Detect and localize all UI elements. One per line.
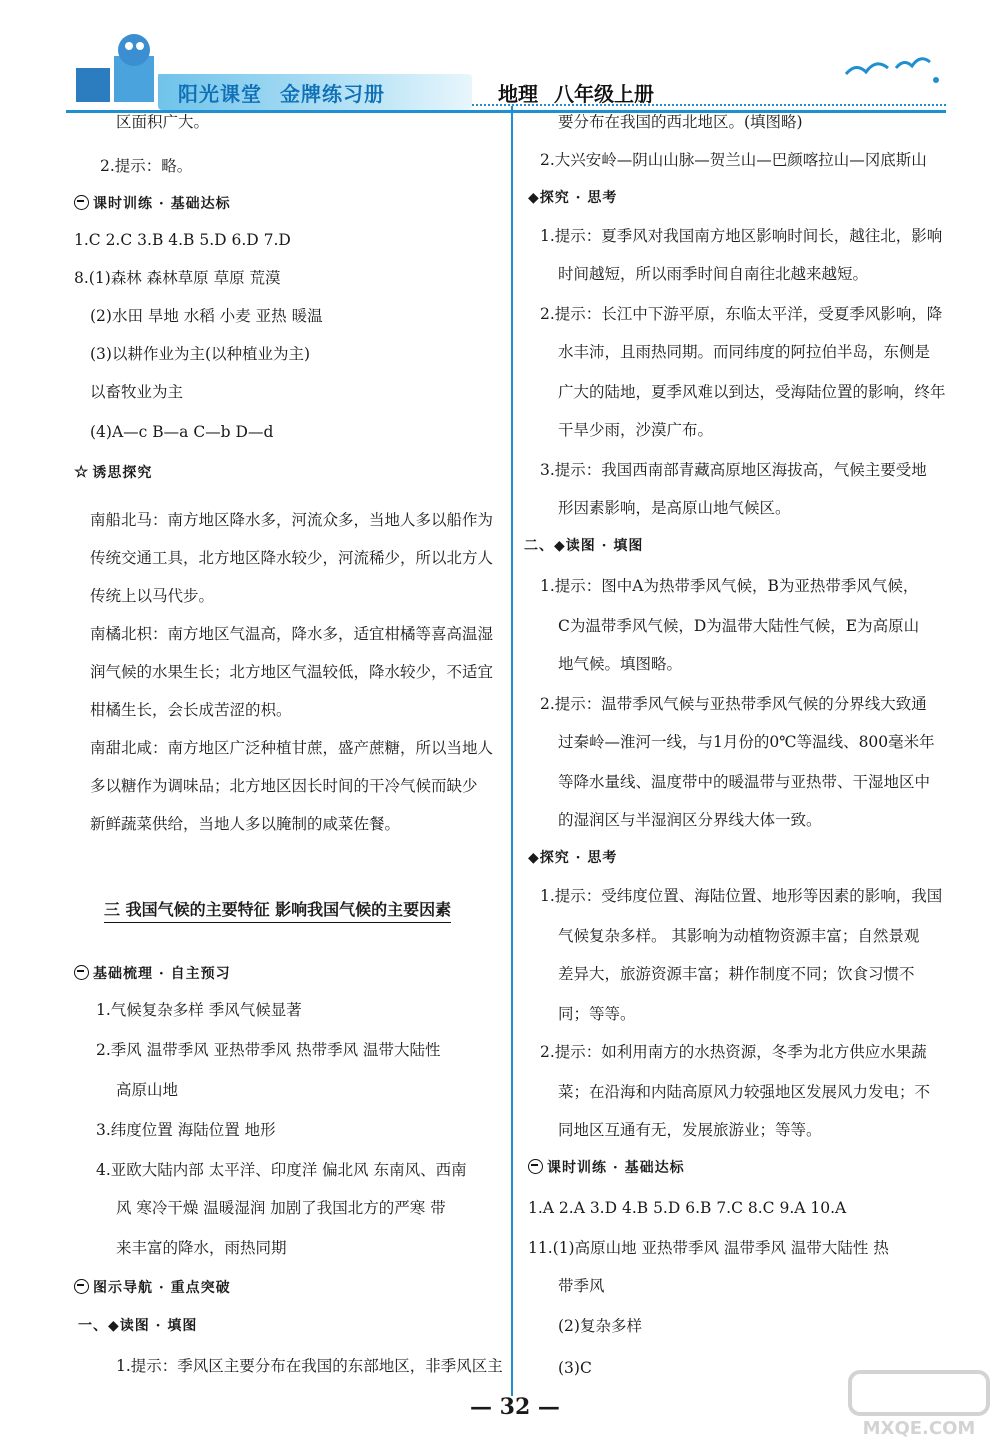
text-line: 过秦岭—淮河一线，与1月份的0℃等温线、800毫米年 xyxy=(558,733,935,751)
text-line: 2.提示：略。 xyxy=(100,157,193,175)
answer-line: 3.纬度位置 海陆位置 地形 xyxy=(96,1121,276,1139)
text-line: 柑橘生长，会长成苦涩的枳。 xyxy=(90,701,292,719)
header-dotted-rule xyxy=(472,104,946,106)
section-heading: ◆探究 · 思考 xyxy=(528,190,618,206)
text-line: 的湿润区与半湿润区分界线大体一致。 xyxy=(558,811,822,829)
answer-line: (3)以耕作业为主(以种植业为主) xyxy=(90,345,311,363)
section-icon xyxy=(74,965,89,980)
page-header xyxy=(66,22,946,104)
answer-line: 以畜牧业为主 xyxy=(90,383,184,401)
page-number: — 32 — xyxy=(470,1394,560,1420)
answer-line: 1.A 2.A 3.D 4.B 5.D 6.B 7.C 8.C 9.A 10.A xyxy=(528,1199,847,1217)
answer-line: 11.(1)高原山地 亚热带季风 温带季风 温带大陆性 热 xyxy=(528,1239,889,1257)
text-line: 区面积广大。 xyxy=(116,113,210,131)
text-line: 形因素影响，是高原山地气候区。 xyxy=(558,499,791,517)
text-line: 新鲜蔬菜供给，当地人多以腌制的咸菜佐餐。 xyxy=(90,815,401,833)
book-name: 金牌练习册 xyxy=(280,82,385,106)
answer-line: 来丰富的降水，雨热同期 xyxy=(116,1239,287,1257)
answer-line: 2.季风 温带季风 亚热带季风 热带季风 温带大陆性 xyxy=(96,1041,441,1059)
text-line: 要分布在我国的西北地区。(填图略) xyxy=(558,113,803,131)
answer-line: (2)水田 旱地 水稻 小麦 亚热 暖温 xyxy=(90,307,323,325)
answer-line: 8.(1)森林 森林草原 草原 荒漠 xyxy=(74,269,281,287)
text-line: 南甜北咸：南方地区广泛种植甘蔗，盛产蔗糖，所以当地人 xyxy=(90,739,494,757)
section-icon xyxy=(528,1159,543,1174)
text-line: 差异大，旅游资源丰富；耕作制度不同；饮食习惯不 xyxy=(558,965,915,983)
series-name: 阳光课堂 xyxy=(178,82,262,106)
section-label: 诱思探究 xyxy=(92,465,153,481)
text-line: 等降水量线、温度带中的暖温带与亚热带、干湿地区中 xyxy=(558,773,931,791)
text-line: 传统上以马代步。 xyxy=(90,587,215,605)
text-line: 传统交通工具，北方地区降水较少，河流稀少，所以北方人 xyxy=(90,549,494,567)
answer-line: (3)C xyxy=(558,1359,592,1377)
text-line: 同；等等。 xyxy=(558,1005,636,1023)
section-label: 基础梳理 · 自主预习 xyxy=(93,966,231,982)
subject-name: 地理 xyxy=(498,82,538,106)
answer-line: 2.大兴安岭—阴山山脉—贺兰山—巴颜喀拉山—冈底斯山 xyxy=(540,151,927,169)
answer-line: (2)复杂多样 xyxy=(558,1317,642,1335)
chapter-title: 三 我国气候的主要特征 影响我国气候的主要因素 xyxy=(104,900,451,923)
text-line: 多以糖作为调味品；北方地区因长时间的干冷气候而缺少 xyxy=(90,777,478,795)
text-line: 1.提示：图中A为热带季风气候，B为亚热带季风气候， xyxy=(540,577,919,595)
text-line: 南橘北枳：南方地区气温高，降水多，适宜柑橘等喜高温湿 xyxy=(90,625,494,643)
subsection-heading: 一、◆读图 · 填图 xyxy=(78,1318,198,1334)
answer-line: 1.C 2.C 3.B 4.B 5.D 6.D 7.D xyxy=(74,231,291,249)
text-line: 1.提示：季风区主要分布在我国的东部地区，非季风区主 xyxy=(116,1357,503,1375)
text-line: 时间越短，所以雨季时间自南往北越来越短。 xyxy=(558,265,869,283)
text-line: 地气候。填图略。 xyxy=(558,655,683,673)
answer-line: 带季风 xyxy=(558,1277,605,1295)
section-heading: ◆探究 · 思考 xyxy=(528,850,618,866)
watermark-text: MXQE.COM xyxy=(862,1418,976,1439)
section-heading xyxy=(528,1158,685,1178)
subject-title xyxy=(498,78,670,107)
section-heading xyxy=(74,964,231,984)
section-heading xyxy=(74,462,152,483)
section-label: 图示导航 · 重点突破 xyxy=(93,1280,231,1296)
text-line: 1.提示：夏季风对我国南方地区影响时间长，越往北，影响 xyxy=(540,227,943,245)
section-label: 课时训练 · 基础达标 xyxy=(93,196,231,212)
star-icon: ☆ xyxy=(74,462,90,481)
text-line: 2.提示：如利用南方的水热资源，冬季为北方供应水果蔬 xyxy=(540,1043,927,1061)
text-line: 广大的陆地，夏季风难以到达，受海陆位置的影响，终年 xyxy=(558,383,946,401)
birds-icon xyxy=(836,44,946,94)
section-icon xyxy=(74,1279,89,1294)
section-heading xyxy=(74,1278,231,1298)
text-line: 南船北马：南方地区降水多，河流众多，当地人多以船作为 xyxy=(90,511,494,529)
section-heading xyxy=(74,194,231,214)
grade-name: 八年级上册 xyxy=(554,82,654,106)
text-line: 2.提示：长江中下游平原，东临太平洋，受夏季风影响，降 xyxy=(540,305,943,323)
text-line: C为温带季风气候，D为温带大陆性气候，E为高原山 xyxy=(558,617,920,635)
section-label: 课时训练 · 基础达标 xyxy=(547,1160,685,1176)
answer-line: 4.亚欧大陆内部 太平洋、印度洋 偏北风 东南风、西南 xyxy=(96,1161,467,1179)
text-line: 2.提示：温带季风气候与亚热带季风气候的分界线大致通 xyxy=(540,695,927,713)
text-line: 干旱少雨，沙漠广布。 xyxy=(558,421,714,439)
text-line: 1.提示：受纬度位置、海陆位置、地形等因素的影响，我国 xyxy=(540,887,943,905)
series-title xyxy=(178,78,403,107)
answer-line: (4)A—c B—a C—b D—d xyxy=(90,423,274,441)
section-icon xyxy=(74,195,89,210)
text-line: 3.提示：我国西南部青藏高原地区海拔高，气候主要受地 xyxy=(540,461,927,479)
watermark-logo xyxy=(846,1368,992,1440)
text-line: 菜；在沿海和内陆高原风力较强地区发展风力发电；不 xyxy=(558,1083,931,1101)
text-line: 润气候的水果生长；北方地区气温较低，降水较少，不适宜 xyxy=(90,663,494,681)
answer-line: 高原山地 xyxy=(116,1081,179,1099)
column-divider xyxy=(511,106,513,1396)
section-heading: 二、◆读图 · 填图 xyxy=(524,538,644,554)
text-line: 气候复杂多样。 其影响为动植物资源丰富；自然景观 xyxy=(558,927,920,945)
text-line: 同地区互通有无，发展旅游业；等等。 xyxy=(558,1121,822,1139)
answer-line: 风 寒冷干燥 温暖湿润 加剧了我国北方的严寒 带 xyxy=(116,1199,446,1217)
text-line: 水丰沛，且雨热同期。而同纬度的阿拉伯半岛，东侧是 xyxy=(558,343,931,361)
answer-line: 1.气候复杂多样 季风气候显著 xyxy=(96,1001,302,1019)
